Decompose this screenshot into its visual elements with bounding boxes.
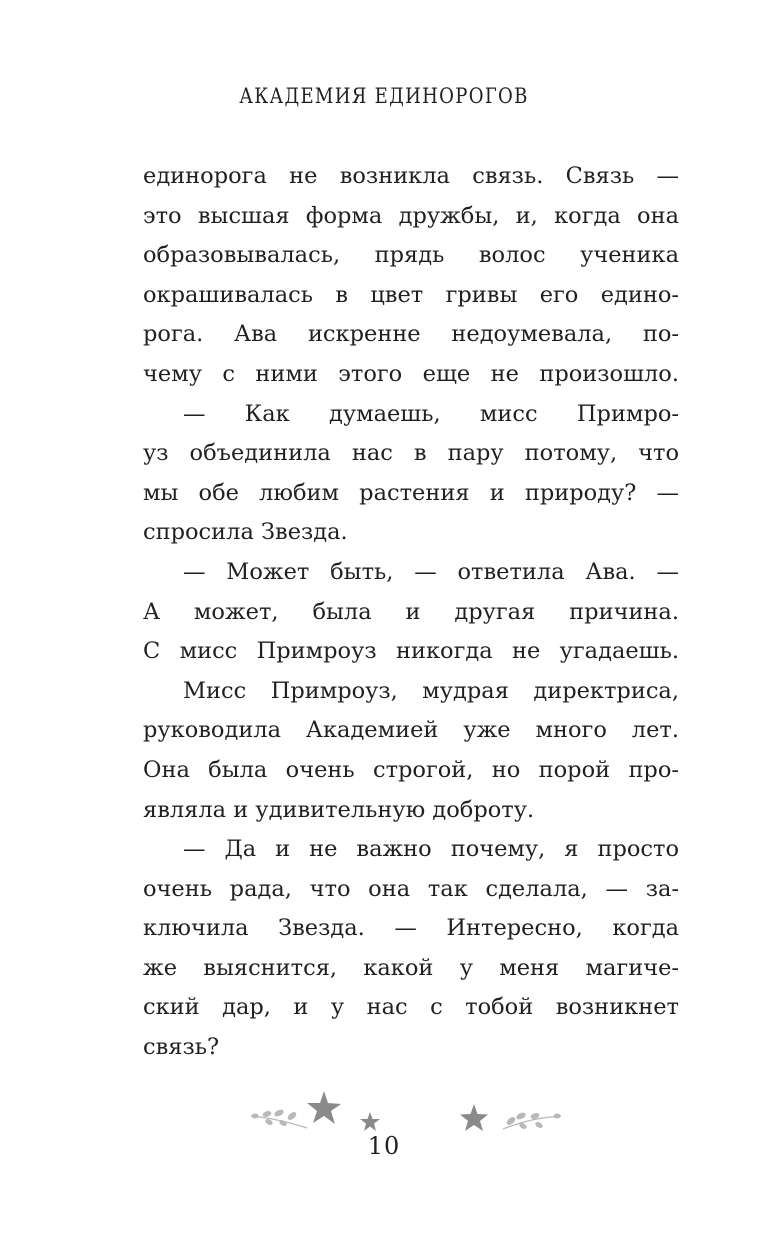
star-icon [307, 1091, 341, 1124]
leaf-sprig-icon [251, 1109, 307, 1128]
text-line: связь? [143, 1034, 220, 1061]
text-line: Она была очень строгой, но порой про- [143, 756, 679, 783]
text-line: — Может быть, — ответила Ава. — [183, 558, 679, 585]
text-line: — Да и не важно почему, я просто [183, 836, 679, 863]
text-line: окрашивалась в цвет гривы его едино- [143, 281, 679, 308]
text-line: спросила Звезда. [143, 519, 348, 546]
text-line: — Как думаешь, мисс Примро- [183, 400, 679, 427]
text-line: это высшая форма дружбы, и, когда она [143, 202, 679, 229]
star-icon [360, 1112, 380, 1131]
text-line: чему с ними этого еще не произошло. [143, 360, 679, 387]
text-line: уз объединила нас в пару потому, что [143, 440, 679, 467]
text-line: являла и удивительную доброту. [143, 796, 535, 823]
text-line: С мисс Примроуз никогда не угадаешь. [143, 638, 679, 665]
text-line: рога. Ава искренне недоумевала, по- [143, 321, 679, 348]
text-line: очень рада, что она так сделала, — за- [143, 875, 679, 902]
text-line: ключила Звезда. — Интересно, когда [143, 915, 679, 942]
text-line: руководила Академией уже много лет. [143, 717, 679, 744]
text-line: образовывалась, прядь волос ученика [143, 242, 679, 269]
text-line: А может, была и другая причина. [143, 598, 679, 625]
text-line: мы обе любим растения и природу? — [143, 479, 679, 506]
page-number: 10 [367, 1132, 401, 1160]
leaf-sprig-icon [503, 1112, 561, 1130]
body-text [143, 157, 679, 1068]
star-icon [460, 1104, 488, 1131]
running-head: АКАДЕМИЯ ЕДИНОРОГОВ [239, 84, 529, 108]
text-line: Мисс Примроуз, мудрая директриса, [183, 677, 679, 704]
text-line: же выяснится, какой у меня магиче- [143, 954, 679, 981]
text-line: ский дар, и у нас с тобой возникнет [143, 994, 679, 1021]
text-line: единорога не возникла связь. Связь — [143, 163, 679, 189]
page-ornament [245, 1086, 565, 1138]
